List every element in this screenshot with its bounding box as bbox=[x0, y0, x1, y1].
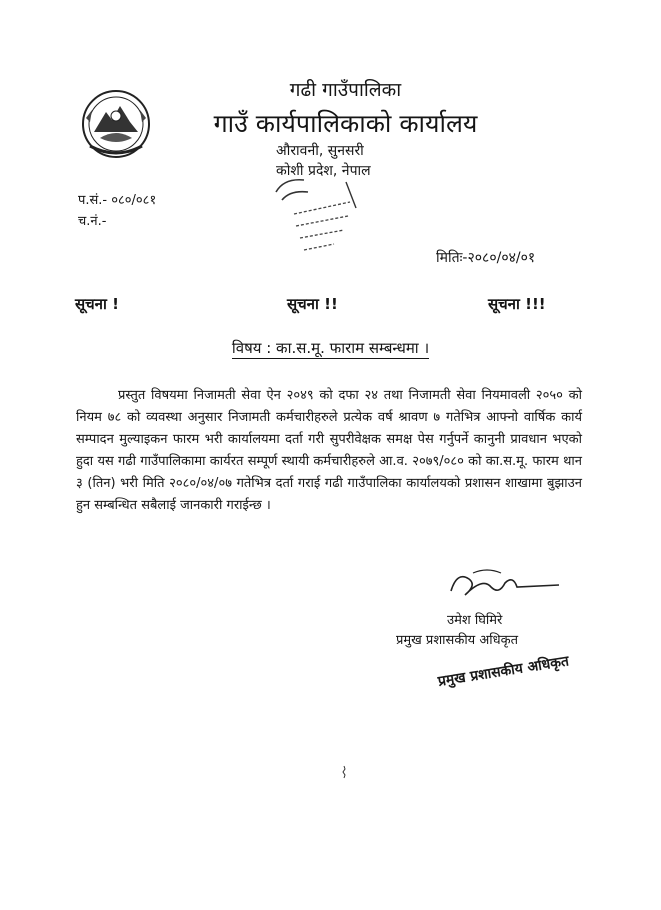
registration-stamp-icon bbox=[264, 172, 374, 262]
signature-icon bbox=[443, 565, 563, 605]
municipality-name: गढी गाउँपालिका bbox=[289, 79, 402, 101]
dispatch-number: च.नं.- bbox=[78, 214, 107, 229]
body-paragraph: प्रस्तुत विषयमा निजामती सेवा ऐन २०४९ को दफा २४ तथा निजामती सेवा नियमावली २०५० को नियम ७८ को व्यवस्था अनुसार निजामती कर्मचारीहरुले प्रत्येक वर्ष श्रावण ७ गतेभित्र आफ्नो वार्षिक कार्य सम्पादन मुल्याइकन फारम भरी कार्यालयमा दर्ता गरी सुपरीवेक्षक समक्ष पेस गर्नुपर्ने कानुनी प्रावधान भएको हुदा यस गढी गाउँपालिकामा कार्यरत सम्पूर्ण स्थायी कर्मचारीहरुले आ.व. २०७९/०८० को का.स.मू. फारम थान ३ (तिन) भरी मिति २०८०/०४/०७ गतेभित्र दर्ता गराई गढी गाउँपालिका कार्यालयको प्रशासन शाखामा बुझाउन हुन सम्बन्धित सबैलाई जानकारी गराईन्छ । bbox=[76, 388, 582, 513]
subject-line bbox=[0, 338, 661, 358]
official-seal: प्रमुख प्रशासकीय अधिकृत bbox=[436, 653, 570, 690]
notice-heading-3: सूचना !!! bbox=[488, 295, 546, 313]
letter-date: मितिः-२०८०/०४/०१ bbox=[436, 250, 536, 266]
notice-heading-1: सूचना ! bbox=[75, 295, 119, 313]
notice-heading-2: सूचना !! bbox=[287, 295, 338, 313]
office-name: गाउँ कार्यपालिकाको कार्यालय bbox=[213, 109, 478, 138]
signatory-title: प्रमुख प्रशासकीय अधिकृत bbox=[396, 633, 519, 648]
office-address: औरावनी, सुनसरी bbox=[276, 143, 364, 159]
signatory-name: उमेश घिमिरे bbox=[447, 613, 503, 628]
scan-speck-icon bbox=[340, 765, 348, 779]
letter-reference-number: प.सं.- ०८०/०८१ bbox=[78, 193, 157, 208]
office-province: कोशी प्रदेश, नेपाल bbox=[276, 163, 371, 179]
subject-text: विषय : का.स.मू. फाराम सम्बन्धमा । bbox=[231, 339, 430, 357]
